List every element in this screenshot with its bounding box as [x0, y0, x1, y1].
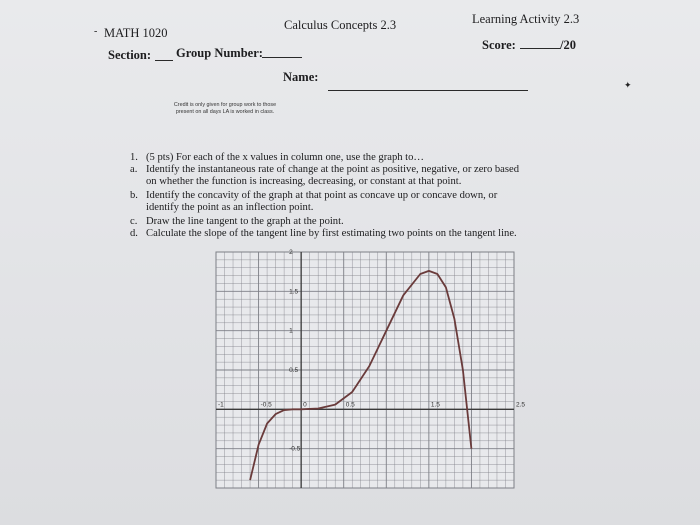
document-title: Calculus Concepts 2.3	[284, 18, 397, 32]
x-tick-label: 1.5	[430, 401, 440, 409]
question-1d: d. Calculate the slope of the tangent line by first estimating two points on the tangent line.	[130, 228, 517, 239]
x-tick-label: -1	[218, 401, 224, 409]
question-1: 1. (5 pts) For each of the x values in column one, use the graph to…	[130, 152, 425, 163]
question-1b: b. Identify the concavity of the graph at that point as concave up or concave down, or identify the point as an inflection point.	[130, 190, 498, 213]
x-tick-label: 0.5	[345, 401, 355, 409]
name-blank[interactable]	[328, 90, 528, 91]
group-number-label: Group Number:	[176, 46, 263, 60]
graph-svg	[210, 246, 526, 494]
y-tick-label: 2	[289, 249, 293, 256]
question-1a: a. Identify the instantaneous rate of change at the point as positive, negative, or zero based on whether the function is increasing, decreasing, or constant at that point.	[130, 164, 520, 187]
activity-title: Learning Activity 2.3	[472, 12, 580, 26]
y-tick-label: 1	[289, 327, 293, 335]
score-label: Score:	[482, 38, 516, 52]
x-tick-label: -0.5	[260, 401, 272, 409]
y-tick-label: 0.5	[289, 367, 299, 374]
section-blank[interactable]	[155, 60, 173, 61]
function-graph	[210, 246, 526, 494]
course-title: MATH 1020	[104, 26, 168, 40]
y-tick-label: -0.5	[289, 445, 301, 453]
group-number-blank[interactable]	[262, 57, 302, 58]
question-1c: c. Draw the line tangent to the graph at the point.	[130, 216, 344, 227]
score-blank[interactable]	[520, 48, 560, 49]
y-tick-label: 1.5	[289, 288, 299, 296]
score-total: /20	[560, 38, 576, 52]
x-tick-label: 0	[303, 401, 307, 409]
margin-dash: -	[94, 26, 98, 37]
section-label: Section:	[108, 48, 152, 62]
x-tick-label: 2.5	[516, 401, 526, 409]
credit-note: Credit is only given for group work to those present on all days LA is worked in class.	[173, 102, 277, 115]
stray-mark: ✦	[624, 80, 632, 90]
name-label: Name:	[283, 70, 319, 84]
